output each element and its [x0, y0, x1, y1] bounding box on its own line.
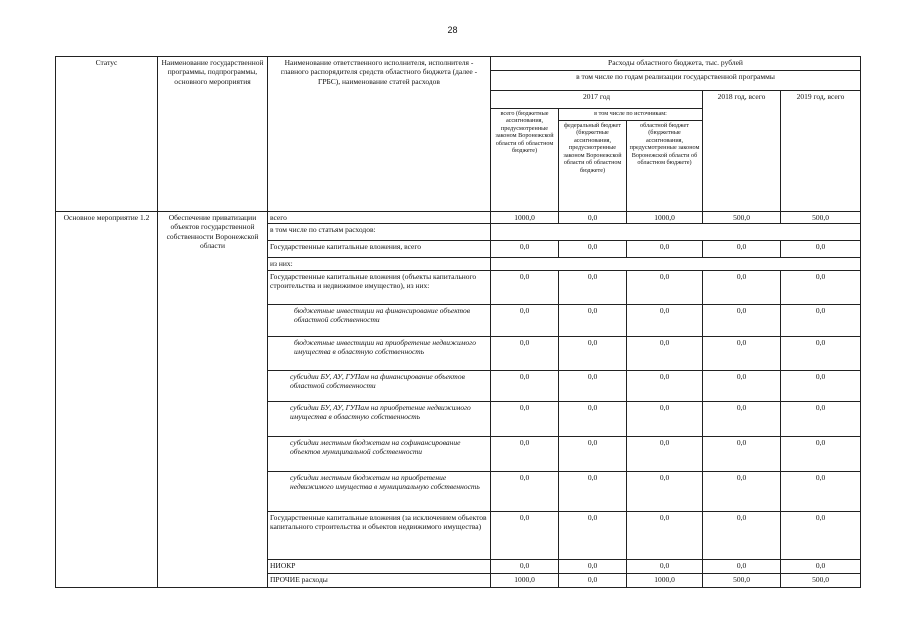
cell-regional: 1000,0	[627, 573, 703, 587]
budget-table	[55, 56, 861, 588]
cell-federal: 0,0	[559, 370, 627, 401]
cell-2019: 0,0	[781, 270, 861, 304]
cell-2019: 0,0	[781, 436, 861, 471]
cell-2019: 0,0	[781, 401, 861, 436]
cell-2019: 0,0	[781, 370, 861, 401]
header-by-years: в том числе по годам реализации государственной программы	[491, 71, 861, 91]
row-label: бюджетные инвестиции на приобретение недвижимого имущества в областную собственность	[268, 336, 491, 370]
header-status: Статус	[56, 57, 158, 212]
cell-2018: 0,0	[703, 436, 781, 471]
cell-2019: 0,0	[781, 304, 861, 336]
header-year-2018: 2018 год, всего	[703, 91, 781, 212]
header-federal: федеральный бюджет (бюджетные ассигнования, предусмотренные законом Воронежской области об областном бюджете)	[559, 121, 627, 212]
cell-total: 0,0	[491, 559, 559, 573]
cell-2019: 0,0	[781, 511, 861, 559]
cell-2018: 500,0	[703, 212, 781, 224]
header-total-col: всего (бюджетные ассигнования, предусмотренные законом Воронежской области об областном бюджете)	[491, 109, 559, 212]
cell-regional: 0,0	[627, 336, 703, 370]
cell-total: 0,0	[491, 336, 559, 370]
cell-federal: 0,0	[559, 212, 627, 224]
cell-total: 0,0	[491, 511, 559, 559]
cell-total: 0,0	[491, 401, 559, 436]
row-label: Государственные капитальные вложения (за исключением объектов капитального строительства и объектов недвижимого имущества)	[268, 511, 491, 559]
row-label: Государственные капитальные вложения, всего	[268, 241, 491, 258]
cell-federal: 0,0	[559, 401, 627, 436]
cell-2018: 0,0	[703, 304, 781, 336]
row-label: бюджетные инвестиции на финансирование объектов областной собственности	[268, 304, 491, 336]
header-expenses: Расходы областного бюджета, тыс. рублей	[491, 57, 861, 71]
page-number: 28	[447, 25, 458, 35]
cell-regional: 0,0	[627, 270, 703, 304]
cell-2019: 500,0	[781, 573, 861, 587]
cell-2018: 0,0	[703, 270, 781, 304]
header-year-2017: 2017 год	[491, 91, 703, 109]
cell-2019: 0,0	[781, 241, 861, 258]
cell-federal: 0,0	[559, 270, 627, 304]
cell-total: 1000,0	[491, 212, 559, 224]
cell-total: 0,0	[491, 241, 559, 258]
cell-total: 0,0	[491, 270, 559, 304]
cell-2019: 0,0	[781, 471, 861, 511]
header-by-sources: в том числе по источникам:	[559, 109, 703, 121]
header-year-2019: 2019 год, всего	[781, 91, 861, 212]
empty-cells	[491, 224, 861, 241]
cell-2019: 0,0	[781, 559, 861, 573]
row-label: всего	[268, 212, 491, 224]
cell-2019: 500,0	[781, 212, 861, 224]
cell-regional: 0,0	[627, 511, 703, 559]
cell-federal: 0,0	[559, 559, 627, 573]
cell-regional: 0,0	[627, 471, 703, 511]
header-executor: Наименование ответственного исполнителя, исполнителя - главного распорядителя средств областного бюджета (далее - ГРБС), наименование статей расходов	[268, 57, 491, 212]
cell-2018: 0,0	[703, 559, 781, 573]
cell-federal: 0,0	[559, 436, 627, 471]
row-label: субсидии БУ, АУ, ГУПам на финансирование объектов областной собственности	[268, 370, 491, 401]
header-regional: областной бюджет (бюджетные ассигнования, предусмотренные законом Воронежской области об областном бюджете)	[627, 121, 703, 212]
cell-2018: 0,0	[703, 511, 781, 559]
cell-regional: 0,0	[627, 436, 703, 471]
row-label: субсидии местным бюджетам на софинансирование объектов муниципальной собственности	[268, 436, 491, 471]
cell-total: 0,0	[491, 304, 559, 336]
cell-2018: 0,0	[703, 336, 781, 370]
cell-federal: 0,0	[559, 573, 627, 587]
row-label: НИОКР	[268, 559, 491, 573]
header-program-name: Наименование государственной программы, подпрограммы, основного мероприятия	[158, 57, 268, 212]
cell-regional: 0,0	[627, 559, 703, 573]
cell-2018: 500,0	[703, 573, 781, 587]
cell-2018: 0,0	[703, 370, 781, 401]
cell-regional: 1000,0	[627, 212, 703, 224]
cell-regional: 0,0	[627, 304, 703, 336]
row-label: субсидии БУ, АУ, ГУПам на приобретение недвижимого имущества в областную собственность	[268, 401, 491, 436]
program-cell: Обеспечение приватизации объектов государственной собственности Воронежской области	[158, 212, 268, 588]
cell-2018: 0,0	[703, 241, 781, 258]
cell-total: 0,0	[491, 471, 559, 511]
row-label: Государственные капитальные вложения (объекты капитального строительства и недвижимое имущество), из них:	[268, 270, 491, 304]
cell-federal: 0,0	[559, 241, 627, 258]
cell-regional: 0,0	[627, 241, 703, 258]
cell-2018: 0,0	[703, 401, 781, 436]
cell-2019: 0,0	[781, 336, 861, 370]
cell-federal: 0,0	[559, 471, 627, 511]
row-label: ПРОЧИЕ расходы	[268, 573, 491, 587]
cell-regional: 0,0	[627, 370, 703, 401]
cell-federal: 0,0	[559, 336, 627, 370]
cell-federal: 0,0	[559, 304, 627, 336]
row-label: из них:	[268, 258, 491, 270]
cell-total: 0,0	[491, 436, 559, 471]
cell-total: 1000,0	[491, 573, 559, 587]
cell-total: 0,0	[491, 370, 559, 401]
row-label: субсидии местным бюджетам на приобретение недвижимого имущества в муниципальную собственность	[268, 471, 491, 511]
cell-2018: 0,0	[703, 471, 781, 511]
cell-regional: 0,0	[627, 401, 703, 436]
empty-cells	[491, 258, 861, 270]
row-label: в том числе по статьям расходов:	[268, 224, 491, 241]
status-cell: Основное мероприятие 1.2	[56, 212, 158, 588]
cell-federal: 0,0	[559, 511, 627, 559]
